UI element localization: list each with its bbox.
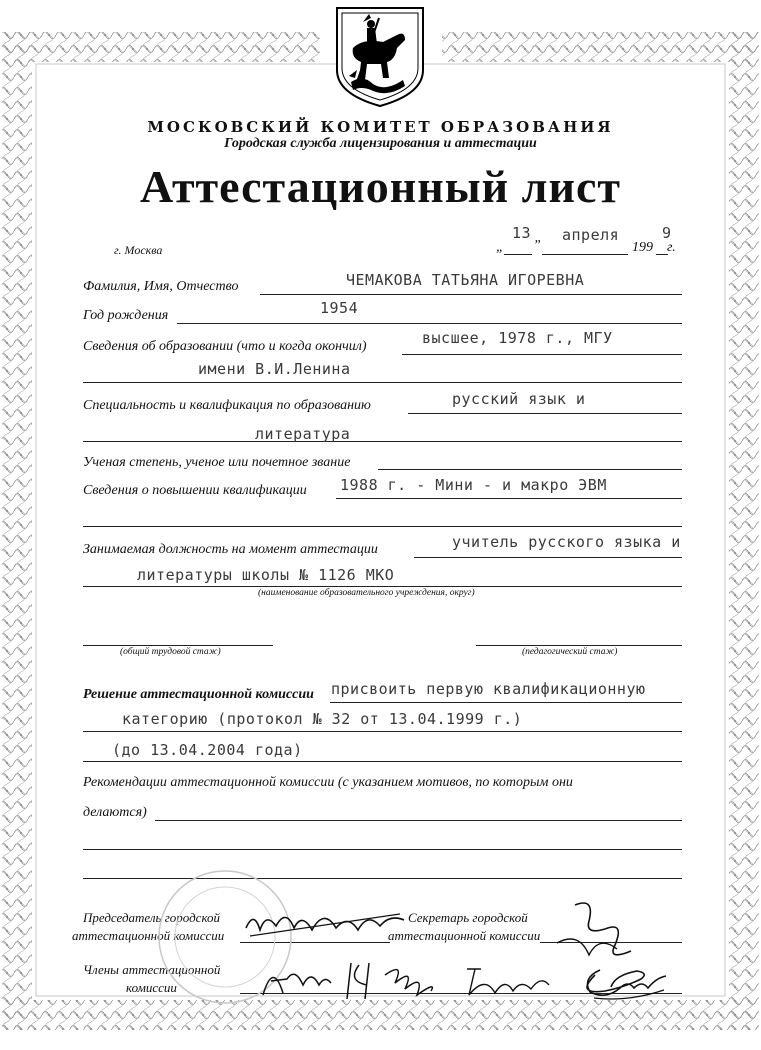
members-signatures: [255, 955, 555, 1005]
recommendations-label-1: Рекомендации аттестационной комиссии (с указанием мотивов, по которым они: [83, 775, 573, 790]
decision-value-3: (до 13.04.2004 года): [112, 741, 303, 759]
secretary-label-1: Секретарь городской: [408, 910, 528, 925]
qualification-value: 1988 г. - Мини - и макро ЭВМ: [340, 476, 607, 494]
birth-year-label: Год рождения: [83, 308, 169, 323]
moscow-coat-of-arms-icon: [333, 4, 427, 108]
institution-note: (наименование образовательного учреждения, округ): [258, 588, 475, 598]
chair-label-2: аттестационной комиссии: [72, 928, 225, 943]
position-value-1: учитель русского языка и: [452, 533, 681, 551]
decision-label: Решение аттестационной комиссии: [83, 687, 314, 702]
member-signature-last: [580, 958, 670, 1002]
specialty-label: Специальность и квалификация по образованию: [83, 398, 371, 413]
qualification-label: Сведения о повышении квалификации: [83, 483, 307, 498]
document-title: Аттестационный лист: [140, 161, 621, 212]
date-quote-open: „: [496, 240, 504, 255]
date-year-prefix: 199: [632, 240, 653, 255]
members-label-2: комиссии: [126, 980, 177, 995]
pedagogical-experience-note: (педагогический стаж): [522, 647, 618, 657]
date-year-digit: 9: [662, 224, 672, 242]
secretary-label-2: аттестационной комиссии: [388, 928, 541, 943]
date-day: 13: [512, 224, 532, 242]
specialty-value-1: русский язык и: [452, 390, 586, 408]
position-value-2: литературы школы № 1126 МКО: [137, 566, 395, 584]
chair-signature: [240, 900, 410, 950]
recommendations-label-2: делаются): [83, 805, 147, 820]
decision-value-1: присвоить первую квалификационную: [331, 680, 646, 698]
general-experience-note: (общий трудовой стаж): [120, 647, 221, 657]
education-value-2: имени В.И.Ленина: [198, 360, 351, 378]
education-value-1: высшее, 1978 г., МГУ: [422, 329, 613, 347]
date-month: апреля: [562, 226, 620, 244]
service-name: Городская служба лицензирования и аттестации: [224, 136, 537, 151]
date-quote-close: ”: [533, 238, 541, 253]
chair-label-1: Председатель городской: [83, 910, 221, 925]
education-label: Сведения об образовании (что и когда окончил): [83, 339, 367, 354]
position-label: Занимаемая должность на момент аттестации: [83, 542, 378, 557]
members-label-1: Члены аттестационной: [83, 962, 221, 977]
degree-label: Ученая степень, ученое или почетное звание: [83, 455, 351, 470]
specialty-value-2: литература: [255, 425, 351, 443]
date-year-suffix: г.: [667, 240, 676, 255]
organization-name: МОСКОВСКИЙ КОМИТЕТ ОБРАЗОВАНИЯ: [147, 118, 614, 136]
birth-year-value: 1954: [320, 299, 359, 317]
fio-value: ЧЕМАКОВА ТАТЬЯНА ИГОРЕВНА: [346, 271, 585, 289]
place-label: г. Москва: [114, 243, 163, 257]
decision-value-2: категорию (протокол № 32 от 13.04.1999 г.): [122, 710, 523, 728]
fio-label: Фамилия, Имя, Отчество: [83, 279, 239, 294]
